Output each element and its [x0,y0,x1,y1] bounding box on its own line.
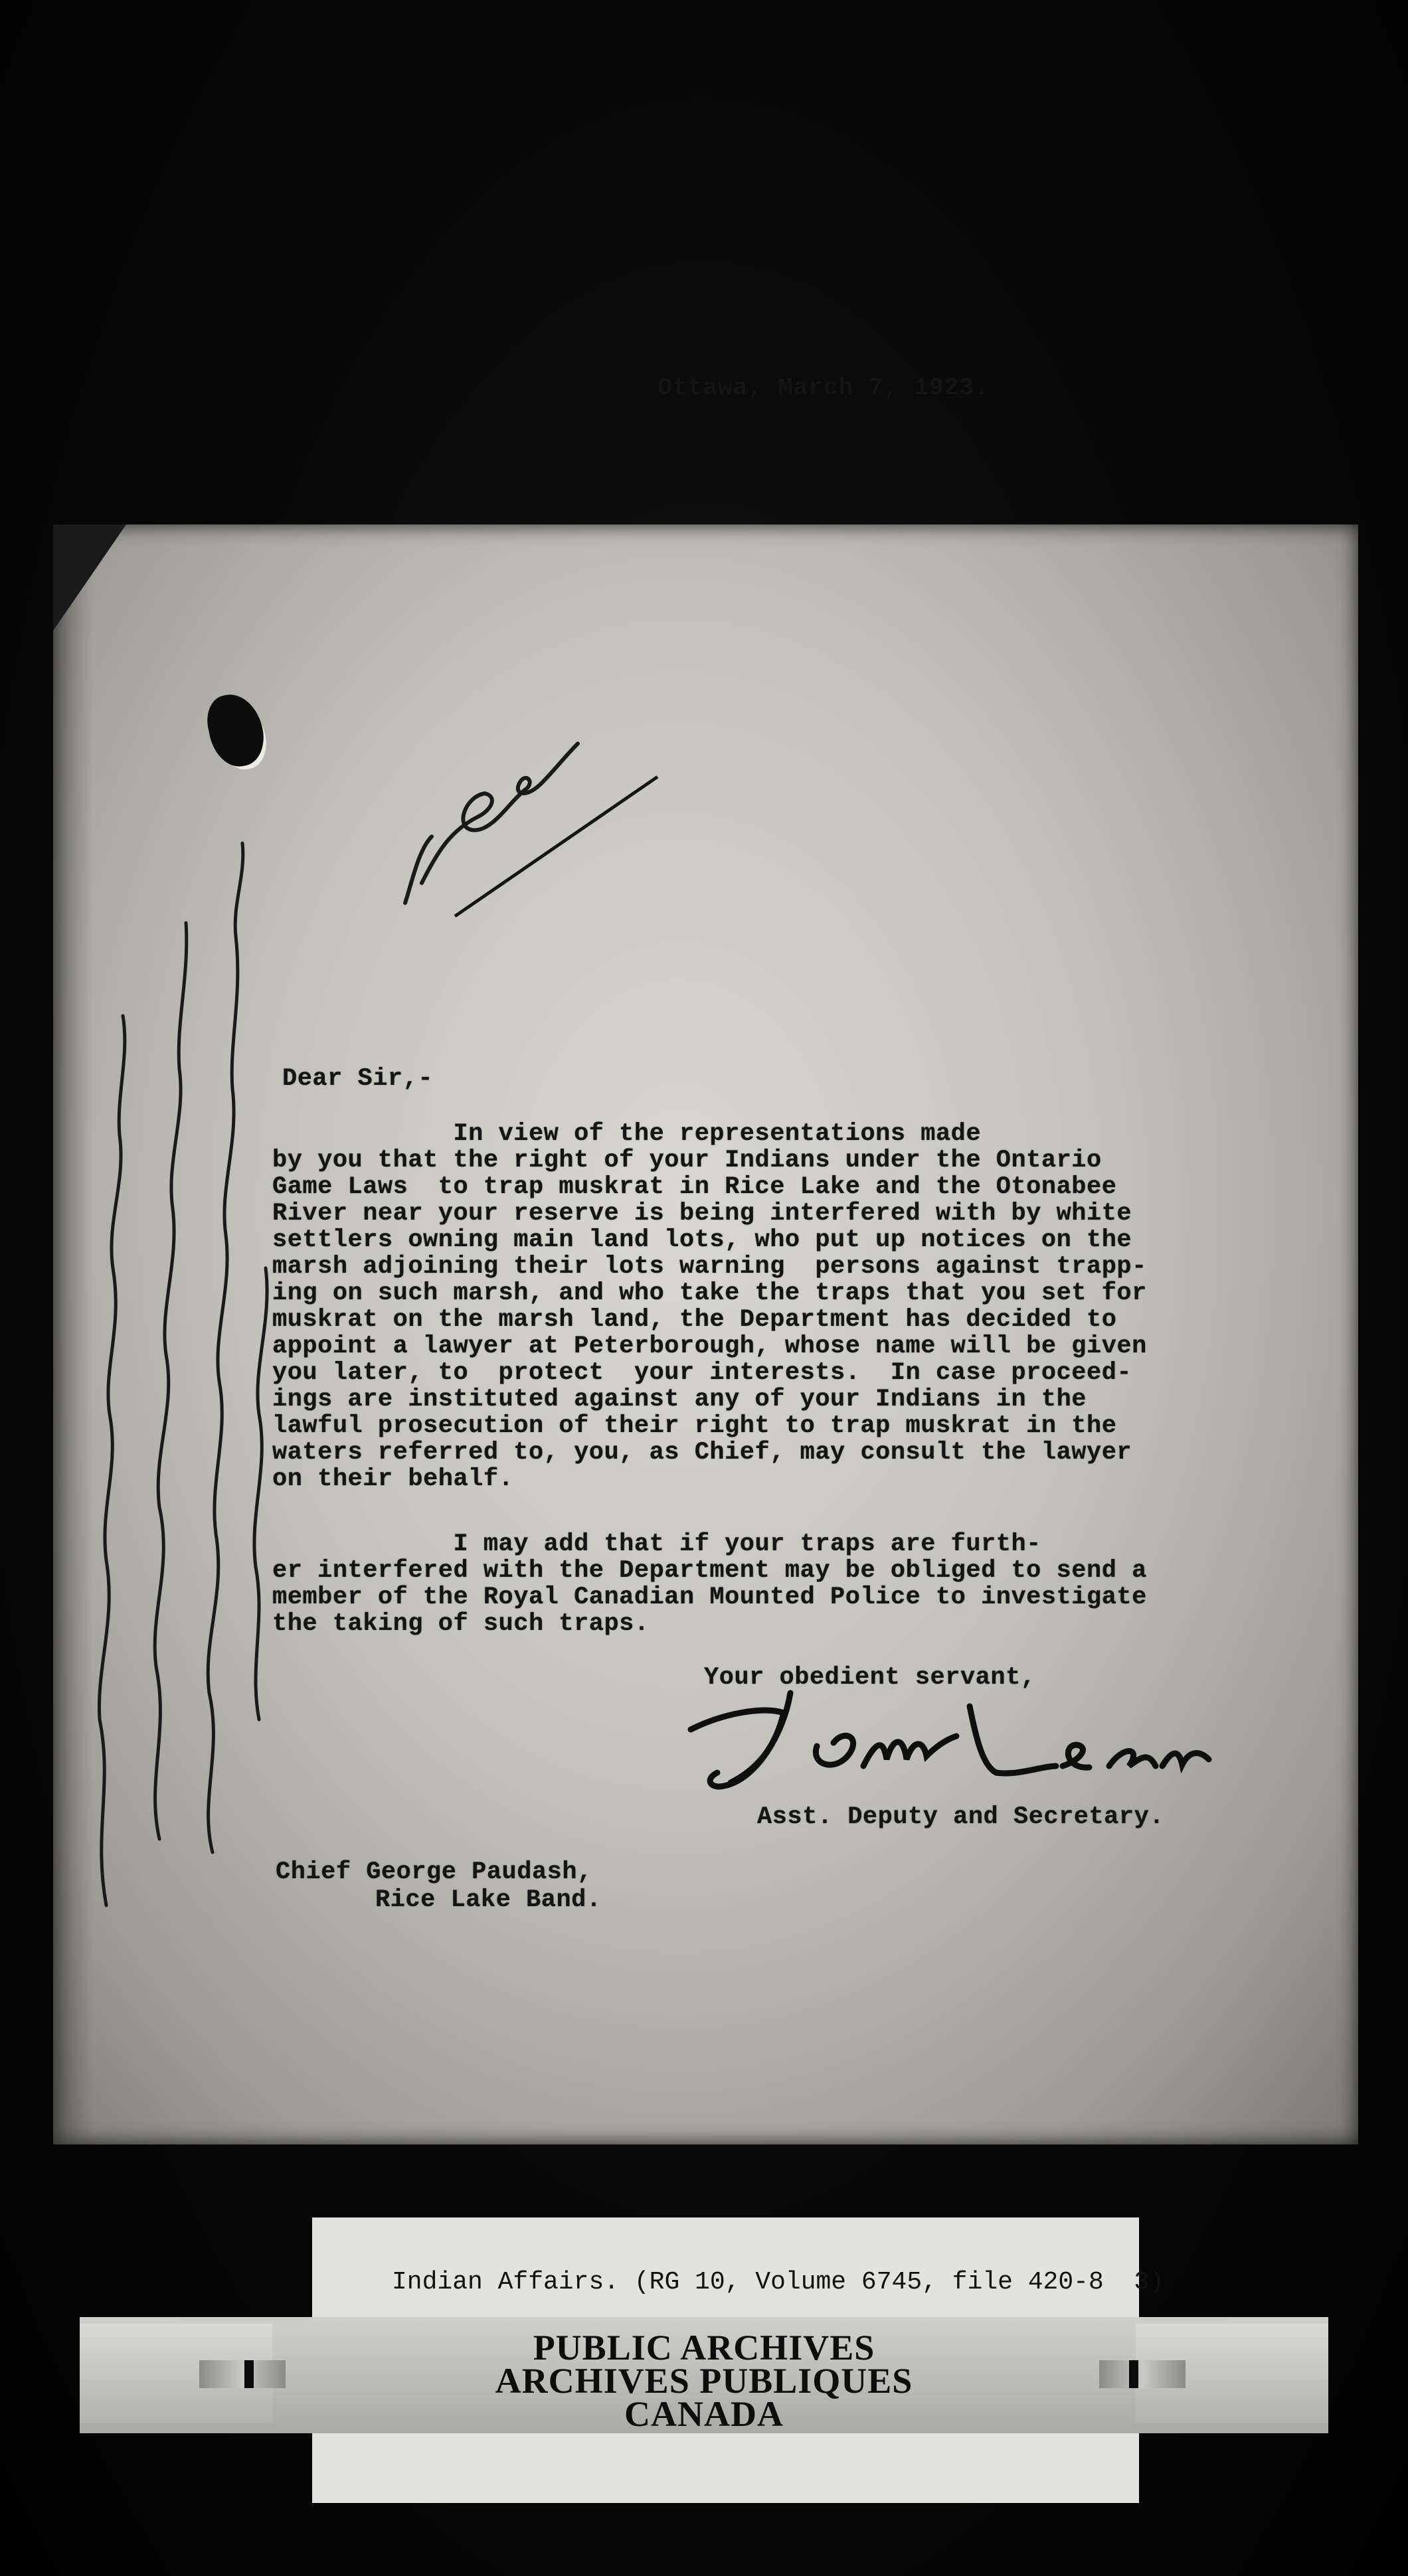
archive-name-fr: ARCHIVES PUBLIQUES [495,2361,913,2401]
body-line: ings are instituted against any of your Indians in the [272,1386,1087,1413]
marginal-handwriting [66,803,279,1932]
archive-country: CANADA [624,2394,784,2434]
body-line: member of the Royal Canadian Mounted Police to investigate [272,1583,1147,1611]
body-line: lawful prosecution of their right to trap muskrat in the [272,1412,1117,1440]
body-line: er interfered with the Department may be obliged to send a [272,1557,1147,1585]
body-line: settlers owning main land lots, who put up notices on the [272,1226,1132,1254]
body-line: appoint a lawyer at Peterborough, whose name will be given [272,1332,1147,1360]
body-line: Game Laws to trap muskrat in Rice Lake and the Otonabee [272,1173,1117,1201]
archive-reference: Indian Affairs. (RG 10, Volume 6745, file 420-8 3) [392,2268,1164,2296]
body-line: River near your reserve is being interfered with by white [272,1200,1132,1228]
torn-punch-hole [202,689,269,771]
body-line: by you that the right of your Indians under the Ontario [272,1147,1102,1174]
body-line: you later, to protect your interests. In case proceed- [272,1359,1132,1387]
folded-corner [53,524,126,631]
closing: Your obedient servant, [704,1664,1036,1692]
body-line: the taking of such traps. [272,1610,650,1638]
body-line: on their behalf. [272,1465,514,1493]
addressee-band: Rice Lake Band. [375,1886,602,1914]
body-line: In view of the representations made [272,1120,982,1148]
handwritten-file-notation [392,684,671,923]
letter-date: Ottawa, March 7, 1923. [658,374,990,402]
body-line: ing on such marsh, and who take the traps that you set for [272,1279,1147,1307]
archive-name-en: PUBLIC ARCHIVES [533,2328,875,2368]
addressee-name: Chief George Paudash, [276,1858,592,1886]
body-line: muskrat on the marsh land, the Department has decided to [272,1306,1117,1334]
body-line: waters referred to, you, as Chief, may consult the lawyer [272,1439,1132,1467]
salutation: Dear Sir,- [282,1065,434,1093]
body-line: I may add that if your traps are furth- [272,1530,1041,1558]
body-line: marsh adjoining their lots warning persons against trapp- [272,1253,1147,1281]
signature-title: Asst. Deputy and Secretary. [757,1803,1164,1831]
